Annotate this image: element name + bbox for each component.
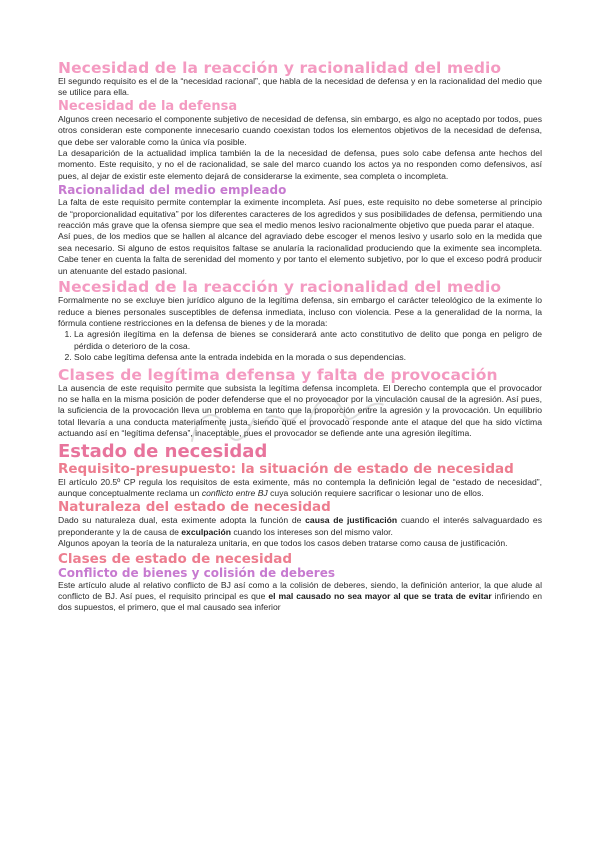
- subheading-naturaleza: Naturaleza del estado de necesidad: [58, 499, 331, 516]
- subheading-necesidad-defensa: Necesidad de la defensa: [58, 98, 238, 114]
- paragraph: Algunos apoyan la teoría de la naturaleza unitaria, en que todos los casos deben tratarse como causa de justificación.: [58, 538, 508, 549]
- paragraph: El segundo requisito es el de la “necesidad racional”, que habla de la necesidad de defensa y en la racionalidad del medio que se utilice para ella.: [58, 76, 542, 98]
- paragraph: Así pues, de los medios que se hallen al alcance del agraviado debe escoger el menos lesivo y usarlo solo en la medida que sea necesario. Si alguno de estos requisitos faltase se anularía la racionalidad produciendo que la eximente sea incompleta. Cabe tener en cuenta la falta de serenidad del momento y por tanto el elemento subjetivo, por lo que el exceso podrá producir un atenuante del estado pasional.: [58, 231, 542, 276]
- section-heading-necesidad: Necesidad de la reacción y racionalidad del medio: [58, 59, 502, 77]
- list-item: 2. Solo cabe legítima defensa ante la entrada indebida en la morada o sus dependencias.: [74, 352, 542, 363]
- paragraph: Dado su naturaleza dual, esta eximente adopta la función de causa de justificación cuando el interés salvaguardado es preponderante y la de causa de exculpación cuando los intereses son del mismo valor.: [58, 515, 543, 537]
- list-item: 1. La agresión ilegítima en la defensa de bienes se considerará ante acto constitutivo de delito que ponga en peligro de pérdida o deterioro de la cosa.: [74, 329, 542, 352]
- paragraph: La ausencia de este requisito permite que subsista la legítima defensa incompleta. El Derecho contempla que el provocador no se halla en la misma posición de poder defenderse que el no provocador por la vinculación causal de la agresión. Así pues, la suficiencia de la provocación lleva un problema en tanto que la proporción entre la agresión y la provocación. Un equilibrio total llevaría a una conducta materialmente justa, siendo que el provocado responde ante el ataque del que ha sido víctima actuando así en “legítima defensa”, inaceptable, pues el provocador se defiende ante una agresión ilegítima.: [58, 382, 542, 439]
- paragraph: El artículo 20.5º CP regula los requisitos de esta eximente, más no contempla la definición legal de “estado de necesidad”, aunque conceptualmente reclama un conflicto entre BJ cuya solución requiere sacrificar o lesionar uno de ellos.: [58, 476, 542, 498]
- paragraph: La falta de este requisito permite contemplar la eximente incompleta. Así pues, este requisito no debe someterse al principio de “proporcionalidad equitativa” por los diferentes caracteres de los agredidos y sus posibilidades de defensa, permitiendo una reacción más grave que la ofensa siempre que sea el medio menos lesivo racionalmente objetivo que pueda parar el ataque.: [58, 197, 542, 231]
- section-heading-necesidad-2: Necesidad de la reacción y racionalidad del medio: [58, 278, 502, 297]
- subheading-requisito: Requisito-presupuesto: la situación de estado de necesidad: [58, 460, 514, 477]
- paragraph: Algunos creen necesario el componente subjetivo de necesidad de defensa, sin embargo, es algo no aceptado por todos, pues otros consideran este componente innecesario cuando coexistan todos los elementos objetivos de la necesidad de defensa, que debe ser valorable como la única vía posible.: [58, 113, 542, 147]
- subheading-clases-estado: Clases de estado de necesidad: [58, 550, 293, 567]
- restrictions-list: [58, 329, 542, 363]
- subheading-racionalidad: Racionalidad del medio empleado: [58, 183, 287, 198]
- section-heading-clases: Clases de legítima defensa y falta de provocación: [58, 365, 498, 384]
- paragraph: Formalmente no se excluye bien jurídico alguno de la legítima defensa, sin embargo el carácter teleológico de la eximente lo reduce a bienes personales susceptibles de defensa inmediata, incluso con violencia. Pese a la generalidad de la norma, la fórmula contiene restricciones en la defensa de bienes y de la morada:: [58, 295, 542, 328]
- document-page: [58, 60, 542, 614]
- subheading-conflicto: Conflicto de bienes y colisión de deberes: [58, 565, 335, 580]
- paragraph: La desaparición de la actualidad implica también la de la necesidad de defensa, pues solo cabe defensa ante hechos del momento. Este requisito, y no el de racionalidad, se sale del marco cuando los actos ya no responden como defensivos, así pues, al dejar de existir este elemento dejará de considerarse la eximente, sea completa o incompleta.: [58, 148, 542, 181]
- paragraph: Este artículo alude al relativo conflicto de BJ así como a la colisión de deberes, siendo, la definición anterior, la que alude al conflicto de BJ. Así pues, el requisito principal es que el mal causado no sea mayor al que se trata de evitar infiriendo en dos supuestos, el primero, que el mal causado sea inferior: [58, 579, 543, 613]
- chapter-title-estado: Estado de necesidad: [58, 440, 268, 462]
